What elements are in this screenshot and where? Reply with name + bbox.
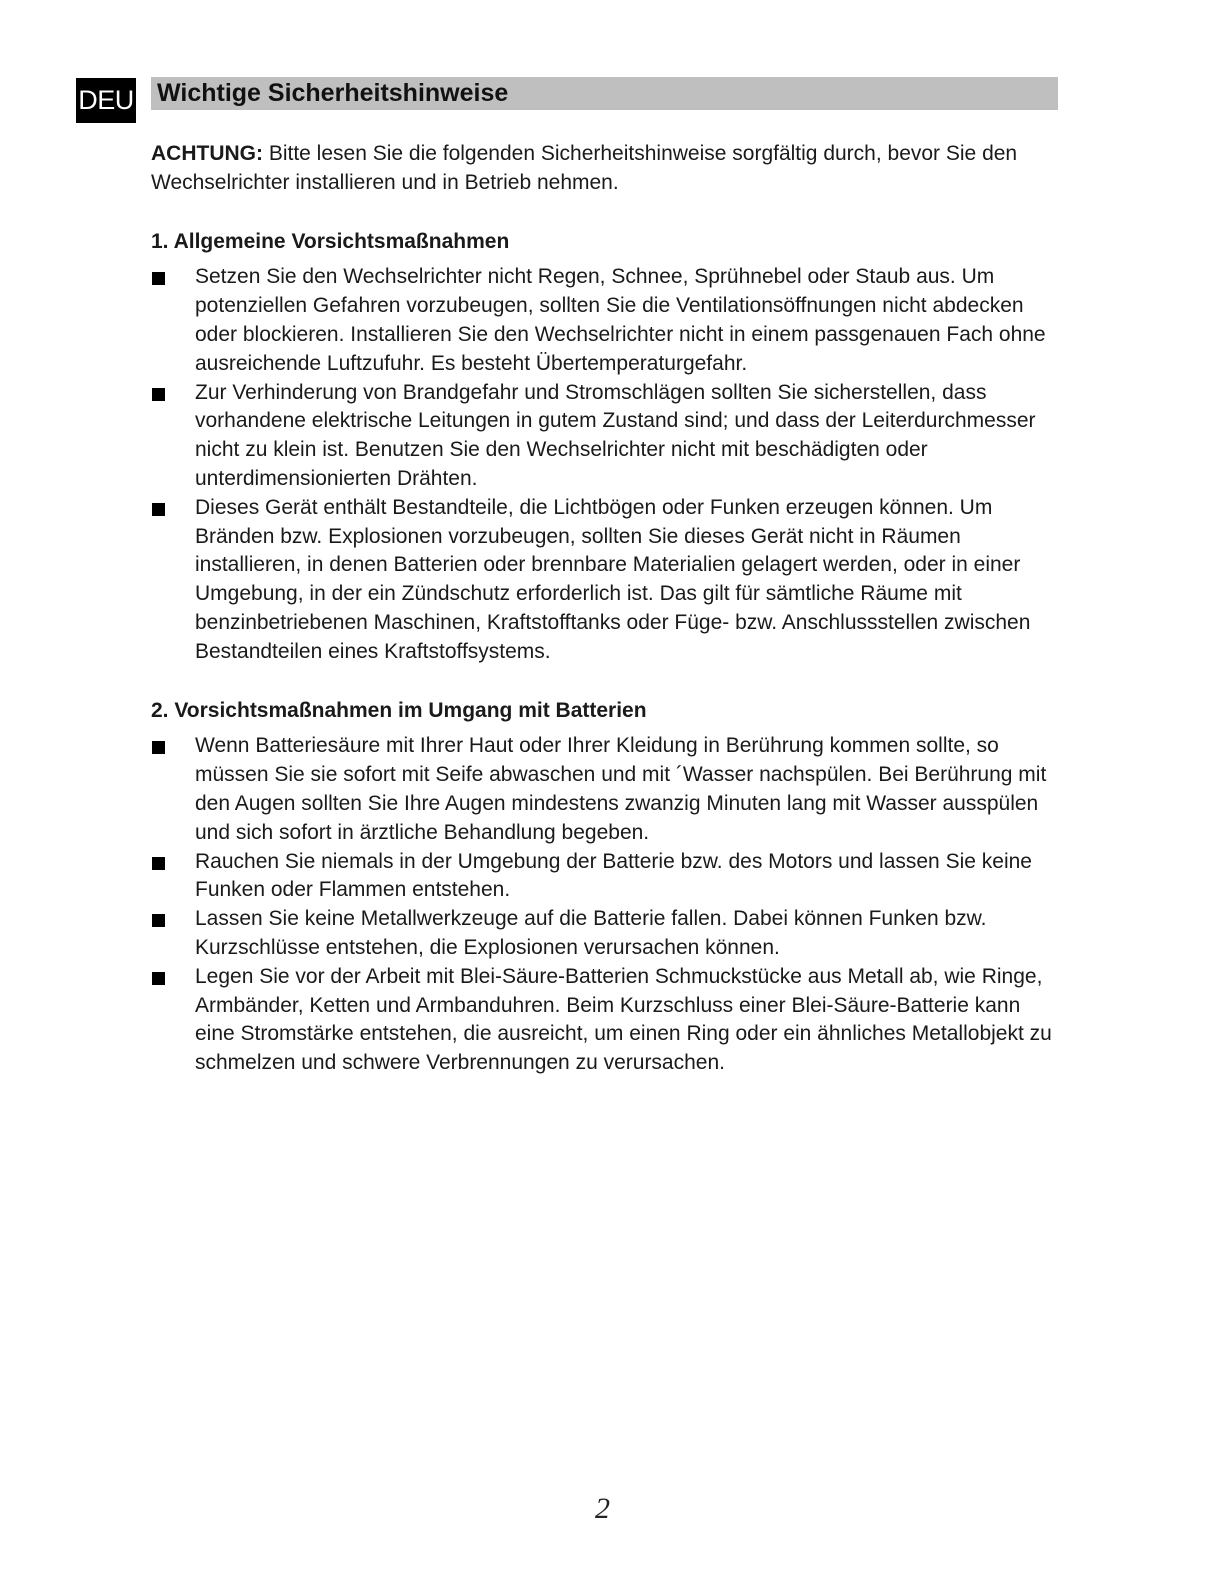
list-item-text: Setzen Sie den Wechselrichter nicht Regen, Schnee, Sprühnebel oder Staub aus. Um potenziellen Gefahren vorzubeugen, sollten Sie die Ventilationsöffnungen nicht abdecken oder blockieren. Installieren Sie den Wechselrichter nicht in einem passgenauen Fach ohne ausreichende Luftzufuhr. Es besteht Übertemperaturgefahr. bbox=[195, 265, 1046, 375]
square-bullet-icon bbox=[152, 503, 165, 516]
square-bullet-icon bbox=[152, 857, 165, 870]
warning-label: ACHTUNG: bbox=[151, 142, 263, 165]
warning-text: Bitte lesen Sie die folgenden Sicherheitshinweise sorgfältig durch, bevor Sie den Wechselrichter installieren und in Betrieb nehmen. bbox=[151, 142, 1018, 194]
square-bullet-icon bbox=[152, 388, 165, 401]
page-number: 2 bbox=[595, 1492, 610, 1525]
warning-intro bbox=[151, 140, 1061, 198]
list-item bbox=[151, 494, 1061, 667]
list-item bbox=[151, 263, 1061, 378]
list-item bbox=[151, 848, 1061, 906]
section-heading: 1. Allgemeine Vorsichtsmaßnahmen bbox=[151, 229, 510, 253]
square-bullet-icon bbox=[152, 972, 165, 985]
list-item-text: Lassen Sie keine Metallwerkzeuge auf die Batterie fallen. Dabei können Funken bzw. Kurzschlüsse entstehen, die Explosionen verursachen können. bbox=[195, 907, 987, 959]
section-title-bar bbox=[151, 77, 1058, 110]
list-item-text: Wenn Batteriesäure mit Ihrer Haut oder Ihrer Kleidung in Berührung kommen sollte, so müssen Sie sie sofort mit Seife abwaschen und mit ´Wasser nachspülen. Bei Berührung mit den Augen sollten Sie Ihre Augen mindestens zwanzig Minuten lang mit Wasser ausspülen und sich sofort in ärztliche Behandlung begeben. bbox=[195, 734, 1047, 844]
list-item-text: Zur Verhinderung von Brandgefahr und Stromschlägen sollten Sie sicherstellen, dass vorhandene elektrische Leitungen in gutem Zustand sind; und dass der Leiterdurchmesser nicht zu klein ist. Benutzen Sie den Wechselrichter nicht mit beschädigten oder unterdimensionierten Drähten. bbox=[195, 380, 1036, 490]
language-badge: DEU bbox=[76, 78, 136, 123]
document-body bbox=[151, 140, 1061, 1078]
square-bullet-icon bbox=[152, 272, 165, 285]
section-general-precautions bbox=[151, 228, 1061, 667]
section-battery-precautions bbox=[151, 697, 1061, 1078]
square-bullet-icon bbox=[152, 741, 165, 754]
list-item bbox=[151, 963, 1061, 1078]
bullet-list bbox=[151, 263, 1061, 666]
list-item bbox=[151, 379, 1061, 494]
list-item bbox=[151, 905, 1061, 963]
page-title: Wichtige Sicherheitshinweise bbox=[157, 79, 509, 107]
square-bullet-icon bbox=[152, 914, 165, 927]
bullet-list bbox=[151, 732, 1061, 1078]
list-item-text: Dieses Gerät enthält Bestandteile, die Lichtbögen oder Funken erzeugen können. Um Bränden bzw. Explosionen vorzubeugen, sollten Sie dieses Gerät nicht in Räumen installieren, in denen Batterien oder brennbare Materialien gelagert werden, oder in einer Umgebung, in der ein Zündschutz erforderlich ist. Das gilt für sämtliche Räume mit benzinbetriebenen Maschinen, Kraftstofftanks oder Füge- bzw. Anschlussstellen zwischen Bestandteilen eines Kraftstoffsystems. bbox=[195, 495, 1031, 663]
list-item-text: Legen Sie vor der Arbeit mit Blei-Säure-Batterien Schmuckstücke aus Metall ab, wie Ringe, Armbänder, Ketten und Armbanduhren. Beim Kurzschluss einer Blei-Säure-Batterie kann eine Stromstärke entstehen, die ausreicht, um einen Ring oder ein ähnliches Metallobjekt zu schmelzen und schwere Verbrennungen zu verursachen. bbox=[195, 964, 1052, 1075]
list-item bbox=[151, 732, 1061, 847]
section-heading: 2. Vorsichtsmaßnahmen im Umgang mit Batterien bbox=[151, 698, 647, 722]
list-item-text: Rauchen Sie niemals in der Umgebung der Batterie bzw. des Motors und lassen Sie keine Funken oder Flammen entstehen. bbox=[195, 849, 1032, 902]
